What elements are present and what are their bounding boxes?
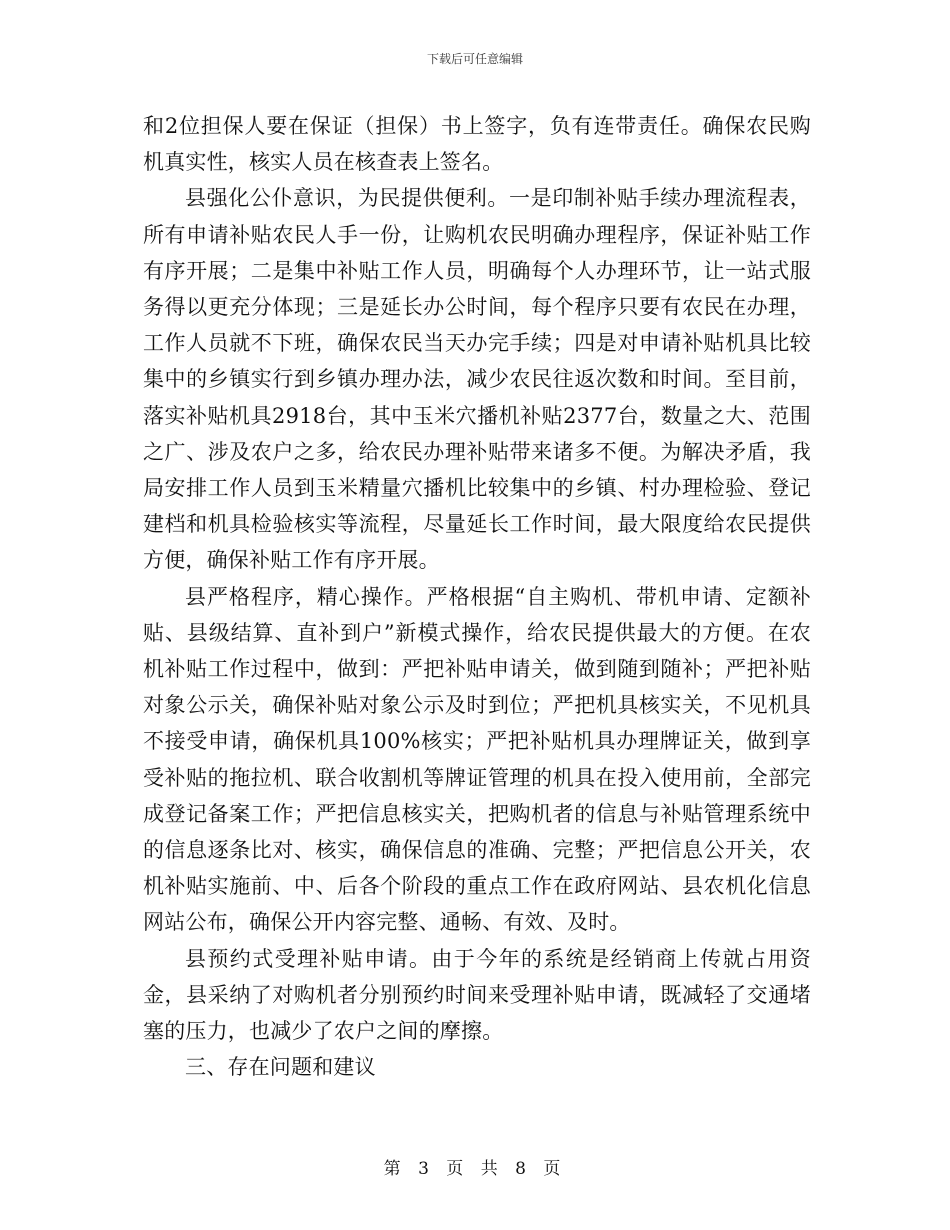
section-heading: 三、存在问题和建议 bbox=[185, 1055, 376, 1080]
header-note: 下载后可任意编辑 bbox=[426, 52, 523, 66]
paragraph-1: 和2位担保人要在保证（担保）书上签字，负有连带责任。确保农民购机真实性，核实人员在核查表上签名。 bbox=[143, 114, 811, 175]
paragraph-3: 县严格程序，精心操作。严格根据“自主购机、带机申请、定额补贴、县级结算、直补到户”新模式操作，给农民提供最大的方便。在农机补贴工作过程中，做到：严把补贴申请关，做到随到随补；严把补贴对象公示关，确保补贴对象公示及时到位；严把机具核实关，不见机具不接受申请，确保机具100%核实；严把补贴机具办理牌证关，做到享受补贴的拖拉机、联合收割机等牌证管理的机具在投入使用前，全部完成登记备案工作；严把信息核实关，把购机者的信息与补贴管理系统中的信息逐条比对、核实，确保信息的准确、完整；严把信息公开关，农机补贴实施前、中、后各个阶段的重点工作在政府网站、县农机化信息网站公布，确保公开内容完整、通畅、有效、及时。 bbox=[143, 584, 811, 935]
document-body bbox=[143, 108, 811, 1085]
page-number: 第 3 页 共 8 页 bbox=[383, 1159, 567, 1179]
paragraph-2: 县强化公仆意识，为民提供便利。一是印制补贴手续办理流程表，所有申请补贴农民人手一份，让购机农民明确办理程序，保证补贴工作有序开展；二是集中补贴工作人员，明确每个人办理环节，让一站式服务得以更充分体现；三是延长办公时间，每个程序只要有农民在办理，工作人员就不下班，确保农民当天办完手续；四是对申请补贴机具比较集中的乡镇实行到乡镇办理办法，减少农民往返次数和时间。至目前，落实补贴机具2918台，其中玉米穴播机补贴2377台，数量之大、范围之广、涉及农户之多，给农民办理补贴带来诸多不便。为解决矛盾，我局安排工作人员到玉米精量穴播机比较集中的乡镇、村办理检验、登记建档和机具检验核实等流程，尽量延长工作时间，最大限度给农民提供方便，确保补贴工作有序开展。 bbox=[143, 186, 811, 573]
paragraph-4: 县预约式受理补贴申请。由于今年的系统是经销商上传就占用资金，县采纳了对购机者分别预约时间来受理补贴申请，既减轻了交通堵塞的压力，也减少了农户之间的摩擦。 bbox=[143, 946, 811, 1044]
